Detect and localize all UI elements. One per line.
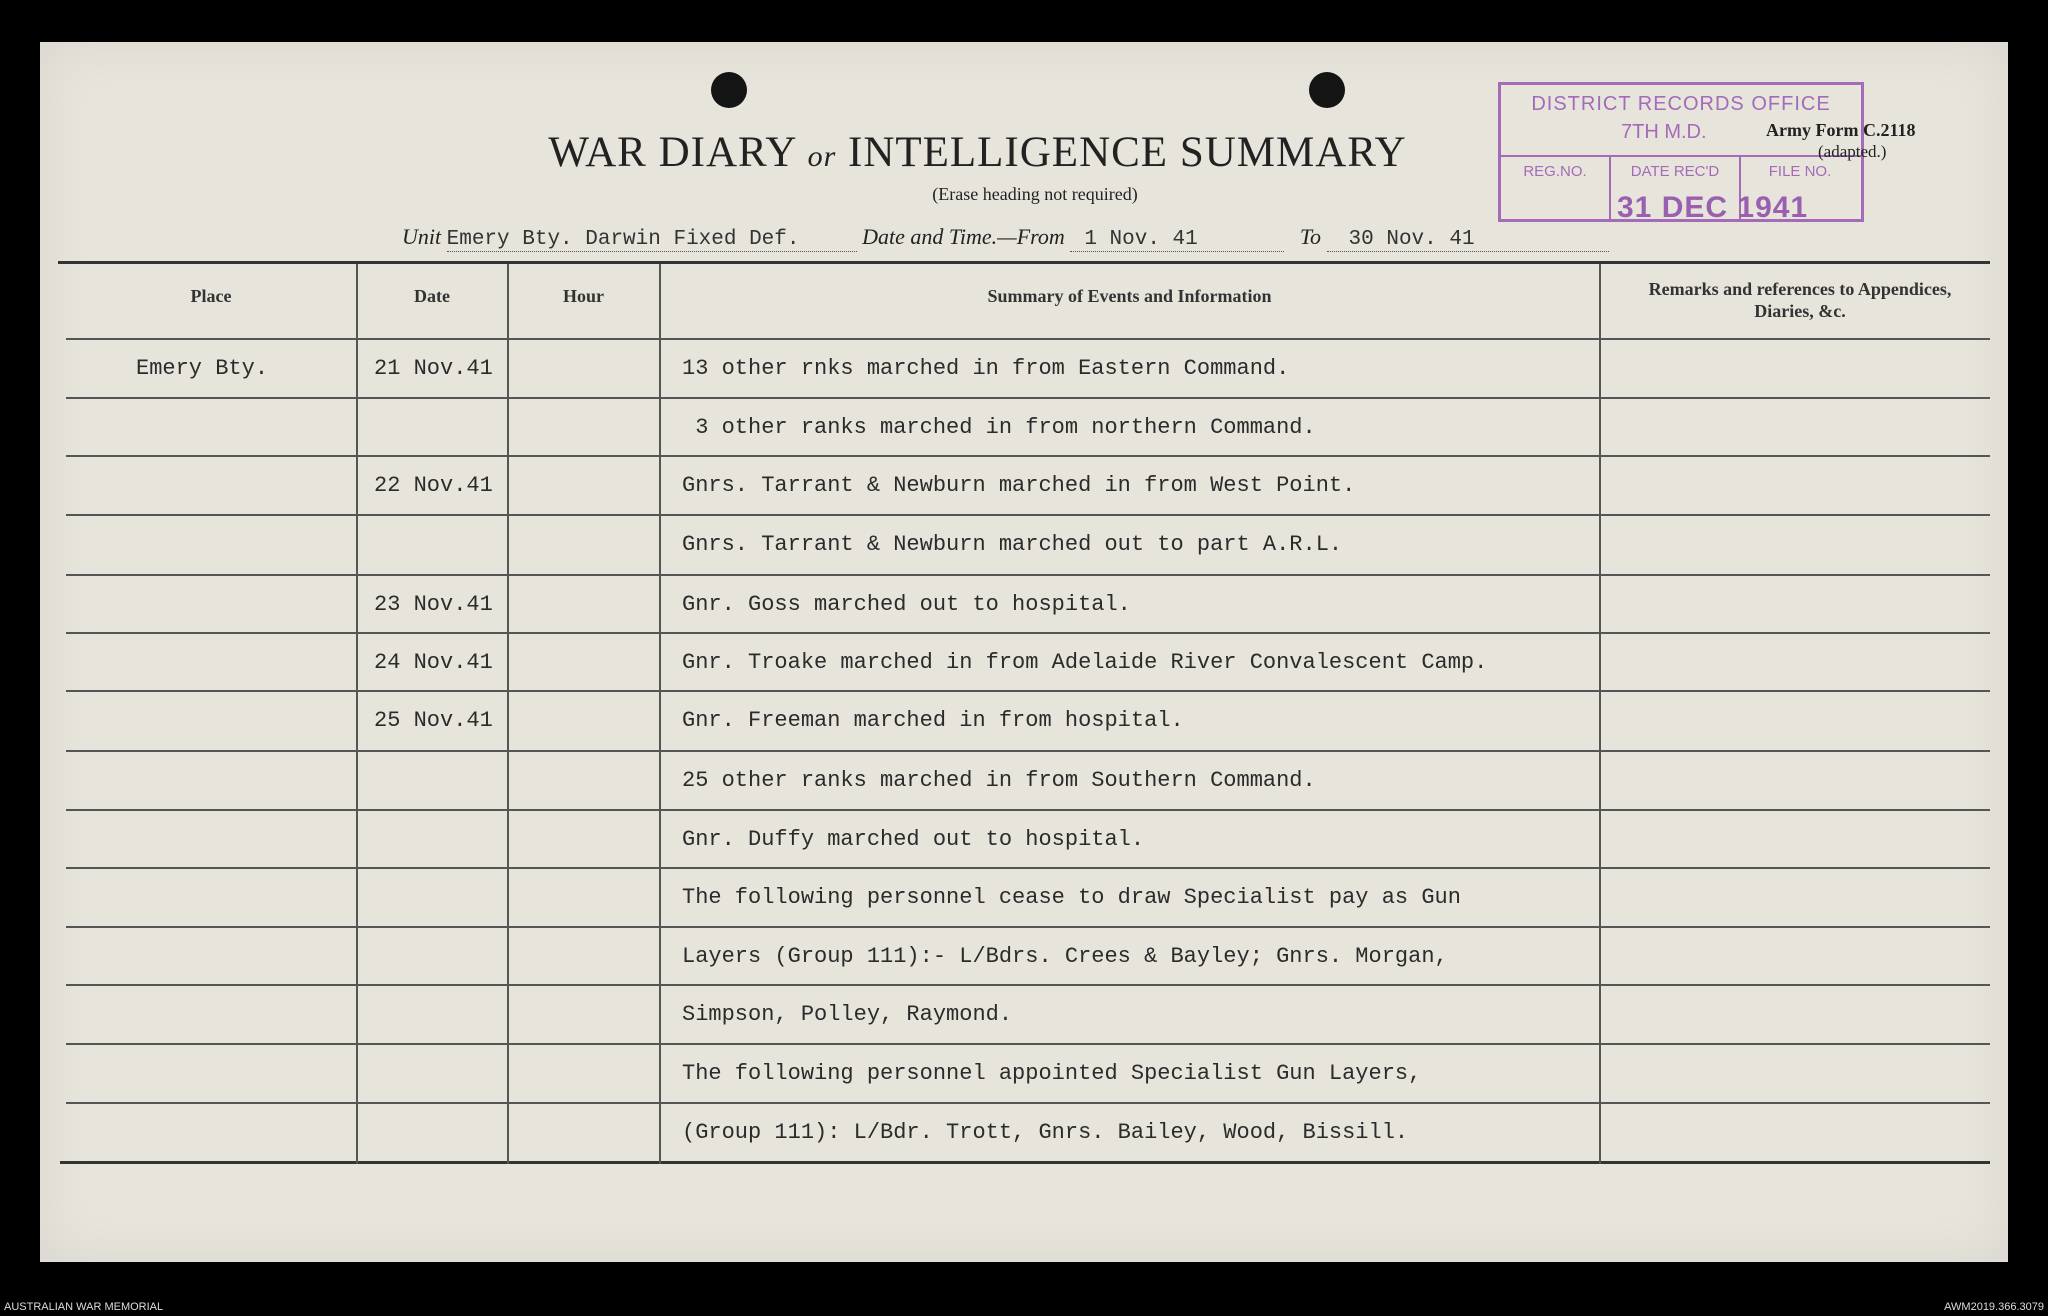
- cell-summary: Gnr. Duffy marched out to hospital.: [682, 827, 1145, 852]
- unit-value: Emery Bty. Darwin Fixed Def.: [447, 228, 857, 252]
- stamp-date-received: DATE REC'D: [1611, 157, 1741, 219]
- table-bottom-rule: [60, 1161, 1990, 1164]
- row-rule: [66, 397, 1990, 399]
- cell-date: 23 Nov.41: [374, 592, 493, 617]
- column-divider: [356, 264, 358, 1164]
- punch-hole-left: [711, 72, 747, 108]
- cell-summary: The following personnel cease to draw Specialist pay as Gun: [682, 885, 1461, 910]
- from-value: 1 Nov. 41: [1070, 228, 1284, 252]
- column-divider: [507, 264, 509, 1164]
- cell-summary: Gnrs. Tarrant & Newburn marched in from West Point.: [682, 473, 1356, 498]
- row-rule: [66, 690, 1990, 692]
- stamp-file-no: FILE NO.: [1768, 163, 1832, 180]
- title-war-diary: WAR DIARY: [548, 129, 796, 176]
- row-rule: [66, 514, 1990, 516]
- cell-place: Emery Bty.: [136, 356, 269, 381]
- row-rule: [66, 1043, 1990, 1045]
- row-rule: [66, 632, 1990, 634]
- column-divider: [659, 264, 661, 1164]
- cell-summary: 13 other rnks marched in from Eastern Command.: [682, 356, 1290, 381]
- title-intelligence-summary: INTELLIGENCE SUMMARY: [848, 129, 1407, 176]
- row-rule: [66, 867, 1990, 869]
- header-date: Date: [414, 286, 450, 306]
- stamp-office-name: DISTRICT RECORDS OFFICE: [1531, 93, 1831, 115]
- header-hour: Hour: [562, 286, 604, 306]
- to-value: 30 Nov. 41: [1327, 228, 1609, 252]
- row-rule: [66, 750, 1990, 752]
- title-or: or: [807, 140, 837, 173]
- cell-date: 25 Nov.41: [374, 708, 493, 733]
- cell-summary: Gnrs. Tarrant & Newburn marched out to part A.R.L.: [682, 532, 1343, 557]
- header-remarks: Remarks and references to Appendices, Diaries, &c.: [1648, 279, 1952, 321]
- column-divider: [1599, 264, 1601, 1164]
- table-top-rule: [58, 261, 1990, 264]
- unit-label: Unit: [402, 224, 442, 249]
- cell-summary: Gnr. Freeman marched in from hospital.: [682, 708, 1184, 733]
- footer-accession-number: AWM2019.366.3079: [1944, 1301, 2044, 1313]
- row-rule: [66, 984, 1990, 986]
- cell-summary: (Group 111): L/Bdr. Trott, Gnrs. Bailey, Wood, Bissill.: [682, 1120, 1409, 1145]
- cell-summary: 3 other ranks marched in from northern Command.: [682, 415, 1316, 440]
- cell-date: 22 Nov.41: [374, 473, 493, 498]
- subtitle: (Erase heading not required): [932, 184, 1138, 204]
- footer-credit-left: AUSTRALIAN WAR MEMORIAL: [4, 1301, 164, 1313]
- cell-date: 24 Nov.41: [374, 650, 493, 675]
- stamp-district: 7TH M.D.: [1621, 121, 1707, 143]
- cell-summary: Gnr. Goss marched out to hospital.: [682, 592, 1131, 617]
- punch-hole-right: [1309, 72, 1345, 108]
- header-summary: Summary of Events and Information: [987, 286, 1272, 306]
- stamp-reg-no: REG.NO.: [1501, 157, 1611, 219]
- cell-summary: 25 other ranks marched in from Southern Command.: [682, 768, 1316, 793]
- row-rule: [66, 809, 1990, 811]
- date-label: Date and Time.—From: [862, 224, 1065, 249]
- unit-line: [402, 224, 1609, 254]
- row-rule: [66, 1102, 1990, 1104]
- row-rule: [66, 926, 1990, 928]
- records-office-stamp: [1498, 82, 1864, 222]
- army-form-number: Army Form C.2118: [1766, 120, 1916, 140]
- to-label: To: [1299, 224, 1322, 249]
- row-rule: [66, 338, 1990, 340]
- cell-summary: Gnr. Troake marched in from Adelaide River Convalescent Camp.: [682, 650, 1488, 675]
- header-place: Place: [190, 286, 232, 306]
- army-form-adapted: (adapted.): [1818, 142, 1887, 161]
- cell-date: 21 Nov.41: [374, 356, 493, 381]
- cell-summary: Simpson, Polley, Raymond.: [682, 1002, 1013, 1027]
- stamp-date: 31 DEC 1941: [1617, 191, 1809, 224]
- cell-summary: The following personnel appointed Specialist Gun Layers,: [682, 1061, 1422, 1086]
- row-rule: [66, 574, 1990, 576]
- cell-summary: Layers (Group 111):- L/Bdrs. Crees & Bayley; Gnrs. Morgan,: [682, 944, 1448, 969]
- row-rule: [66, 455, 1990, 457]
